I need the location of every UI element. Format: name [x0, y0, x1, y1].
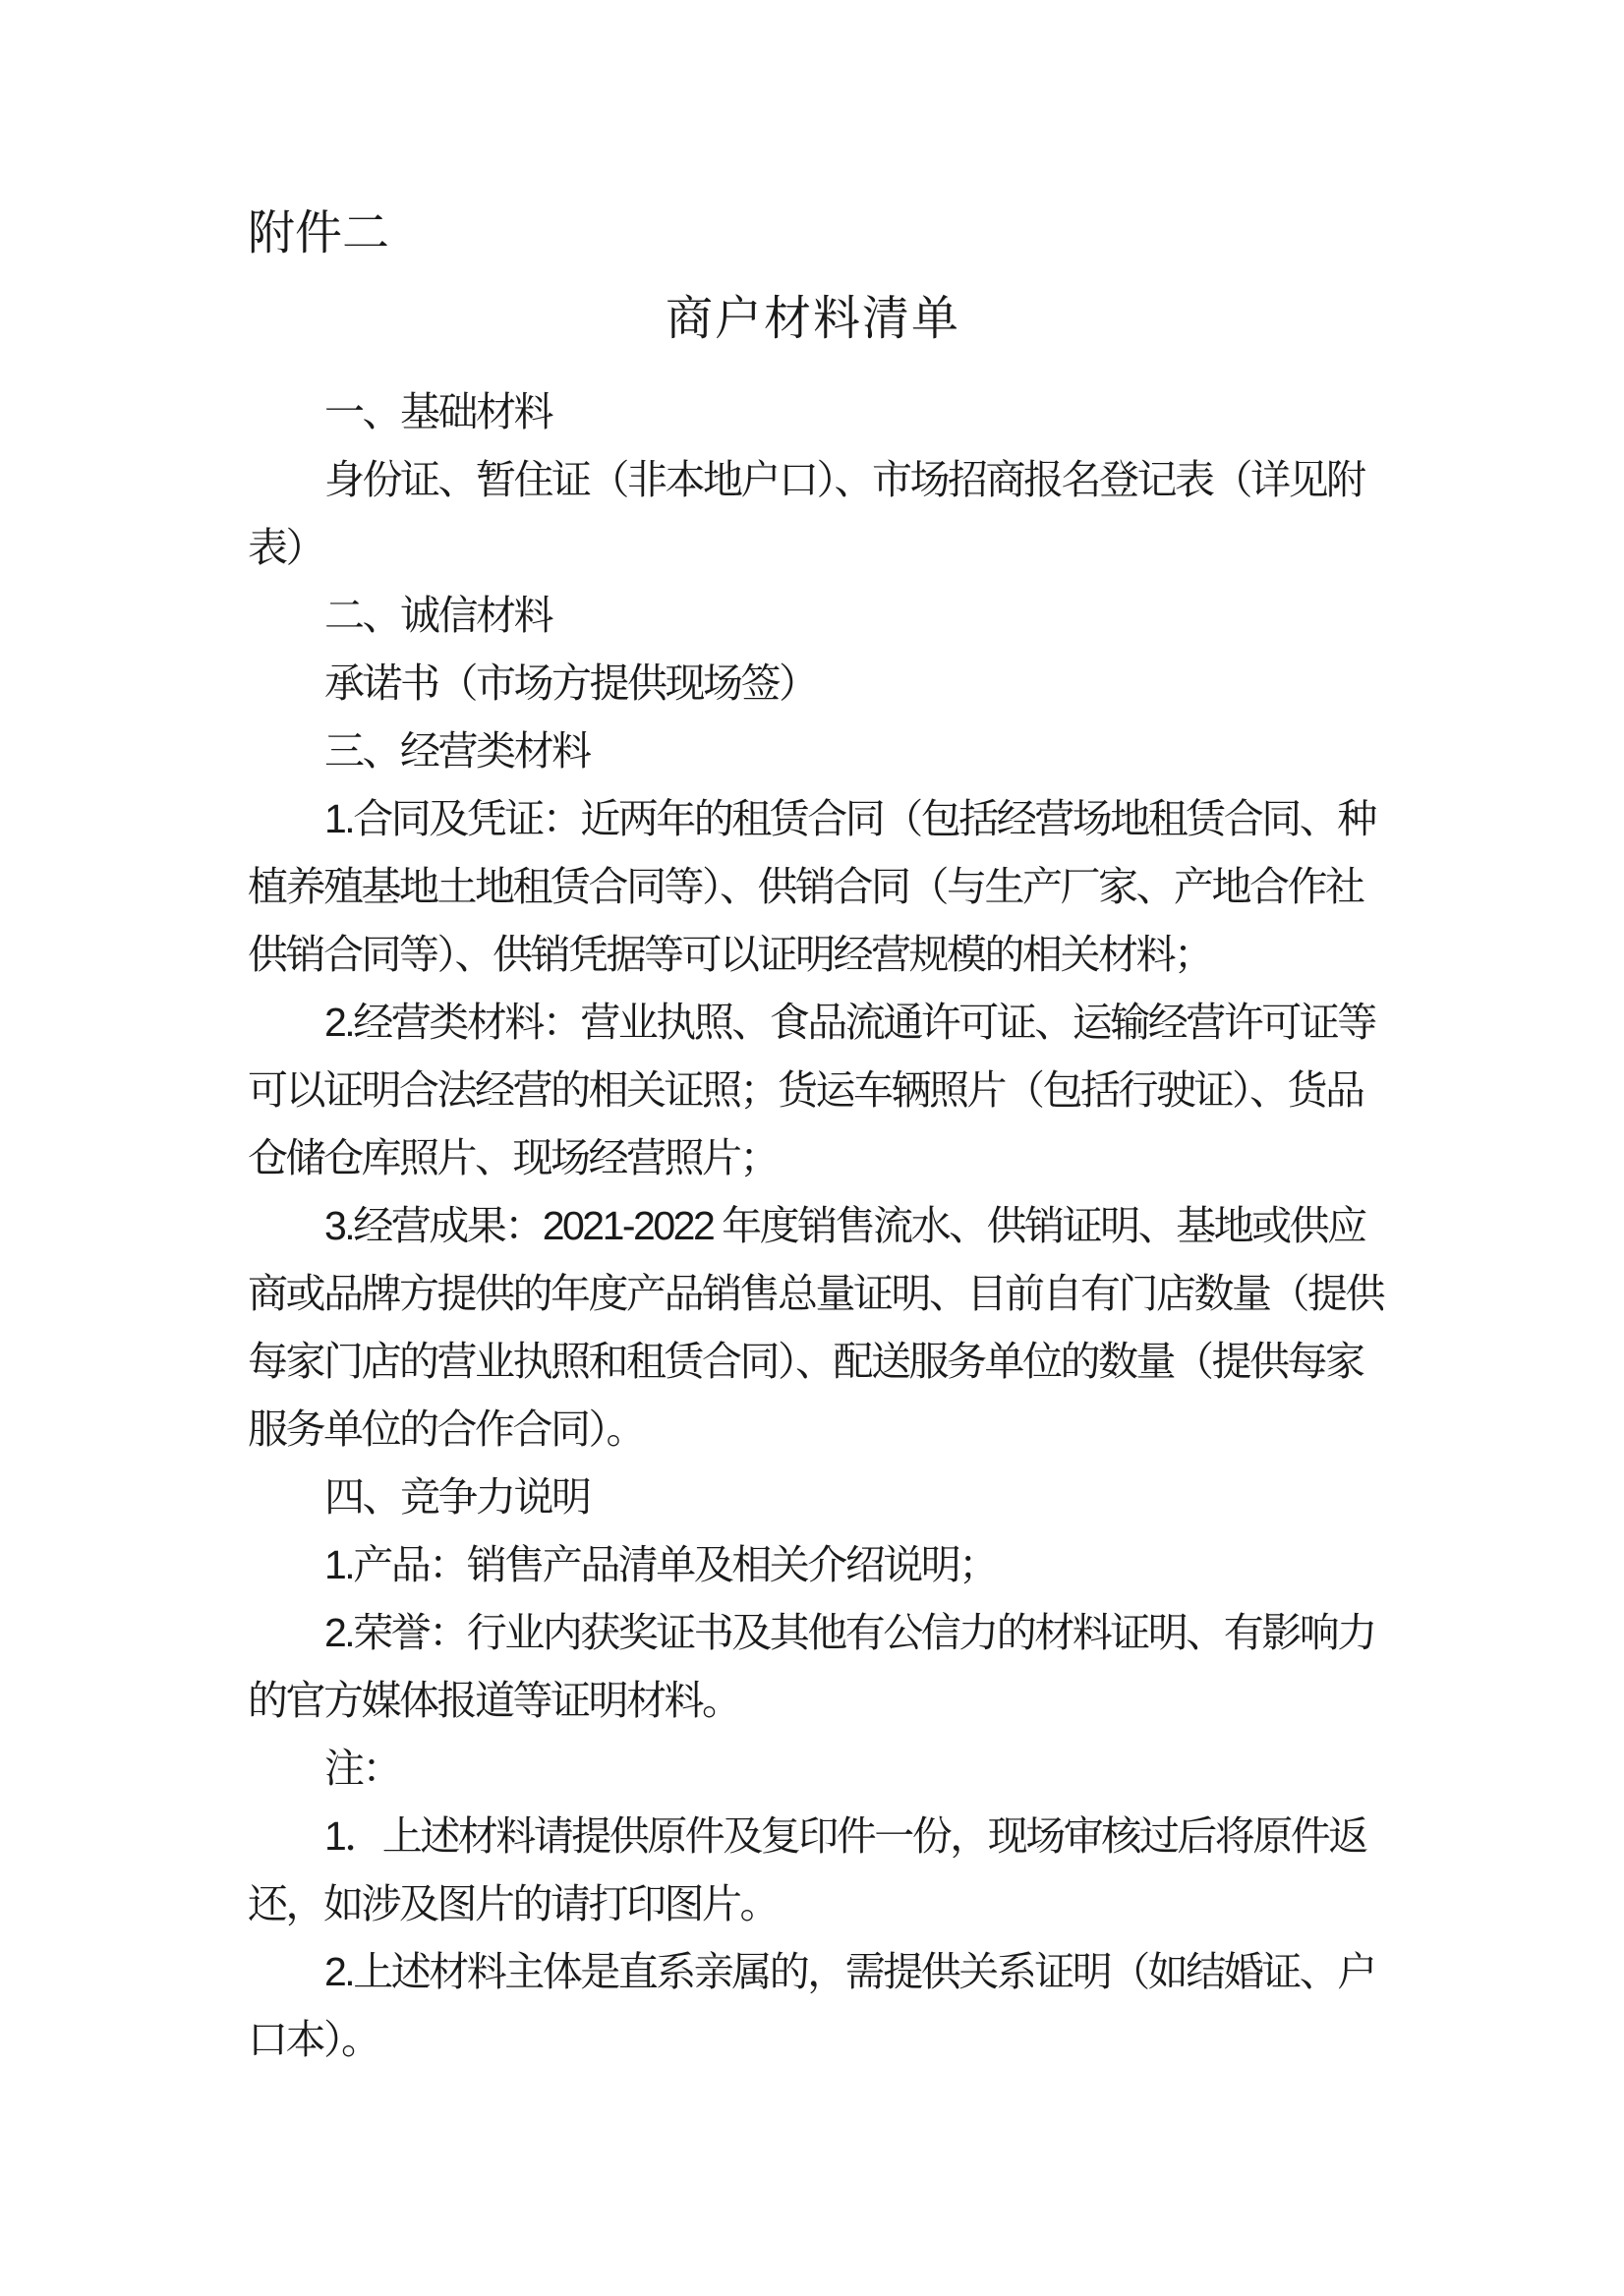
text-line: 供销合同等）、供销凭据等可以证明经营规模的相关材料；: [248, 932, 1212, 977]
text-line: 仓储仓库照片、现场经营照片；: [248, 1135, 778, 1180]
text-line: 表）: [248, 525, 323, 570]
text-line: 四、竞争力说明: [324, 1474, 590, 1520]
text-line: 3.经营成果：2021-2022 年度销售流水、供销证明、基地或供应: [324, 1203, 1365, 1248]
page-title: 商户材料清单: [665, 293, 960, 345]
text-line: 服务单位的合作合同）。: [248, 1406, 644, 1452]
text-line: 的官方媒体报道等证明材料。: [248, 1678, 740, 1723]
document-body: [248, 378, 1383, 2074]
text-line: 2.荣誉：行业内获奖证书及其他有公信力的材料证明、有影响力: [324, 1610, 1375, 1655]
text-line: 2.经营类材料：营业执照、食品流通许可证、运输经营许可证等: [324, 1000, 1375, 1045]
text-line: 三、经营类材料: [324, 728, 590, 774]
text-line: 1.产品：销售产品清单及相关介绍说明；: [324, 1542, 997, 1587]
text-line: 2.上述材料主体是直系亲属的，需提供关系证明（如结婚证、户: [324, 1949, 1375, 1994]
text-line: 二、诚信材料: [324, 593, 551, 638]
text-line: 1．上述材料请提供原件及复印件一份，现场审核过后将原件返: [324, 1813, 1366, 1859]
text-line: 每家门店的营业执照和租赁合同）、配送服务单位的数量（提供每家: [248, 1339, 1363, 1384]
text-line: 一、基础材料: [324, 389, 551, 434]
text-line: 注：: [324, 1746, 400, 1791]
text-line: 商或品牌方提供的年度产品销售总量证明、目前自有门店数量（提供: [248, 1271, 1383, 1316]
text-line: 口本）。: [248, 2017, 379, 2062]
text-line: 植养殖基地土地租赁合同等）、供销合同（与生产厂家、产地合作社: [248, 864, 1363, 909]
text-line: 身份证、暂住证（非本地户口）、市场招商报名登记表（详见附: [324, 457, 1364, 502]
text-line: 承诺书（市场方提供现场签）: [324, 660, 817, 706]
text-line: 1.合同及凭证：近两年的租赁合同（包括经营场地租赁合同、种: [324, 796, 1375, 841]
text-line: 可以证明合法经营的相关证照；货运车辆照片（包括行驶证）、货品: [248, 1067, 1363, 1113]
attachment-label: 附件二: [248, 207, 390, 259]
text-line: 还，如涉及图片的请打印图片。: [248, 1881, 778, 1926]
